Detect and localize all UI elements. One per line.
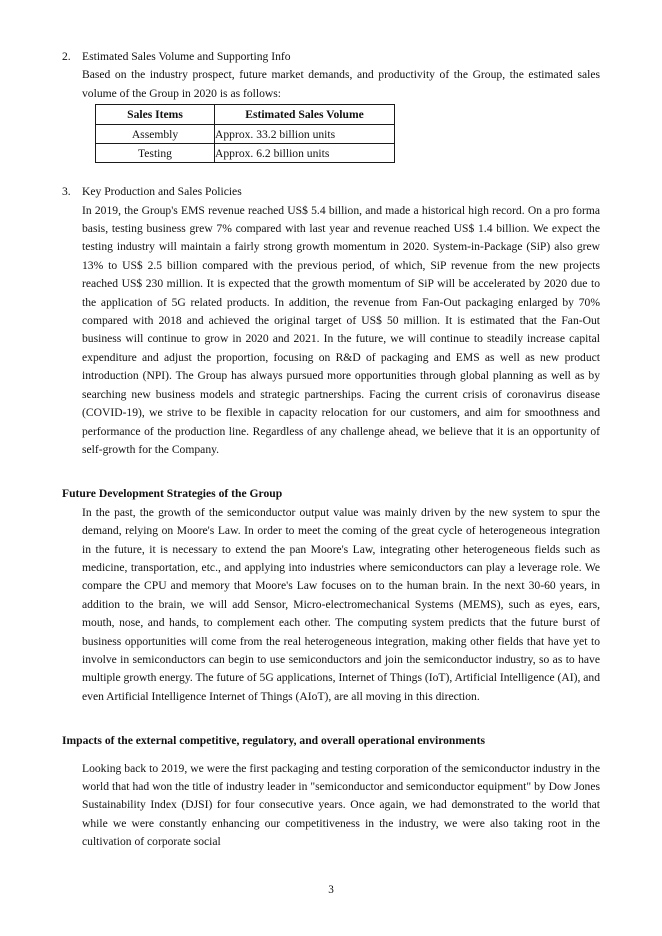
spacer	[62, 459, 600, 485]
section-future-development-strategies	[62, 485, 600, 706]
table-row	[96, 144, 395, 163]
section-estimated-sales-volume	[62, 48, 600, 163]
estimated-sales-volume-table	[95, 104, 395, 163]
external-impacts-body-paragraph: Looking back to 2019, we were the first packaging and testing corporation of the semiconductor industry in the world that had won the title of industry leader in "semiconductor and semiconductor equipment" by Dow Jones Sustainability Index (DJSI) for four consecutive years. Once again, we had demonstrated to the world that while we were constantly enhancing our competitiveness in the industry, we were also taking root in the cultivation of corporate social	[82, 761, 600, 849]
section-3-marker: 3.	[62, 185, 71, 199]
section-2-title: Estimated Sales Volume and Supporting Info	[82, 50, 291, 63]
table-cell-item-assembly: Assembly	[96, 125, 215, 144]
spacer	[62, 751, 600, 760]
table-header-sales-items: Sales Items	[96, 105, 215, 125]
table-cell-volume-assembly: Approx. 33.2 billion units	[215, 125, 395, 144]
section-2-heading	[62, 48, 600, 66]
section-3-body-paragraph: In 2019, the Group's EMS revenue reached US$ 5.4 billion, and made a historical high record. On a pro forma basis, testing business grew 7% compared with last year and revenue reached US$ 1.4 billion. We expect the testing industry will maintain a fairly strong growth momentum in 2020. System-in-Package (SiP) also grew 13% to US$ 2.5 billion compared with the previous period, of which, SiP revenue from the new projects reached US$ 230 million. It is expected that the growth momentum of SiP will be accelerated by 2020 due to the application of 5G related products. In addition, the revenue from Fan-Out packaging enlarged by 70% compared with 2018 and achieved the original target of US$ 50 million. It is estimated that the Fan-Out business will continue to grow in 2020 and 2021. In the future, we will continue to steadily increase capital expenditure and adjust the proportion, focusing on R&D of packaging and EMS as well as new product introduction (NPI). The Group has always pursued more opportunities through global planning as well as by searching new business models and strategic partnerships. Facing the current crisis of coronavirus disease (COVID-19), we strive to be flexible in capacity relocation for our customers, and aim for smoothness and performance of the production line. Regardless of any challenge ahead, we believe that it is an opportunity of self-growth for the Company.	[82, 203, 600, 456]
table-header-row	[96, 105, 395, 125]
table-header-estimated-sales-volume: Estimated Sales Volume	[215, 105, 395, 125]
page-number: 3	[328, 884, 334, 896]
spacer	[62, 163, 600, 183]
sales-table-wrapper	[62, 104, 600, 163]
section-3-heading	[62, 183, 600, 201]
section-external-impacts	[62, 732, 600, 851]
table-cell-volume-testing: Approx. 6.2 billion units	[215, 144, 395, 163]
spacer	[62, 706, 600, 732]
future-strategies-heading: Future Development Strategies of the Group	[62, 487, 283, 501]
page-content	[62, 48, 600, 852]
future-strategies-body-paragraph: In the past, the growth of the semiconductor output value was mainly driven by the new system to spur the demand, relying on Moore's Law. In order to meet the coming of the great cycle of heterogeneous integration in the future, it is necessary to extend the pan Moore's Law, integrating other heterogeneous fields such as medicine, transportation, etc., and applying into industries where semiconductors can play a leverage role. We compare the CPU and memory that Moore's Law focuses on to the human brain. In the next 30-60 years, in addition to the brain, we will add Sensor, Micro-electromechanical Systems (MEMS), such as eyes, ears, mouth, nose, and hands, to complement each other. The computing system predicts that the future burst of business opportunities will come from the real heterogeneous integration, making other fields that have yet to involve in semiconductors can begin to use semiconductors and join the semiconductor industry, so as to have multiple growth energy. The future of 5G applications, Internet of Things (IoT), Artificial Intelligence (AI), and even Artificial Intelligence Internet of Things (AIoT), are all moving in this direction.	[82, 505, 600, 703]
table-cell-item-testing: Testing	[96, 144, 215, 163]
section-2-intro-paragraph: Based on the industry prospect, future market demands, and productivity of the Group, the estimated sales volume of the Group in 2020 is as follows:	[82, 68, 600, 100]
section-key-production-and-sales-policies	[62, 183, 600, 459]
external-impacts-heading: Impacts of the external competitive, regulatory, and overall operational environments	[62, 734, 486, 748]
section-3-title: Key Production and Sales Policies	[82, 185, 242, 199]
section-2-marker: 2.	[62, 50, 71, 63]
table-row	[96, 125, 395, 144]
